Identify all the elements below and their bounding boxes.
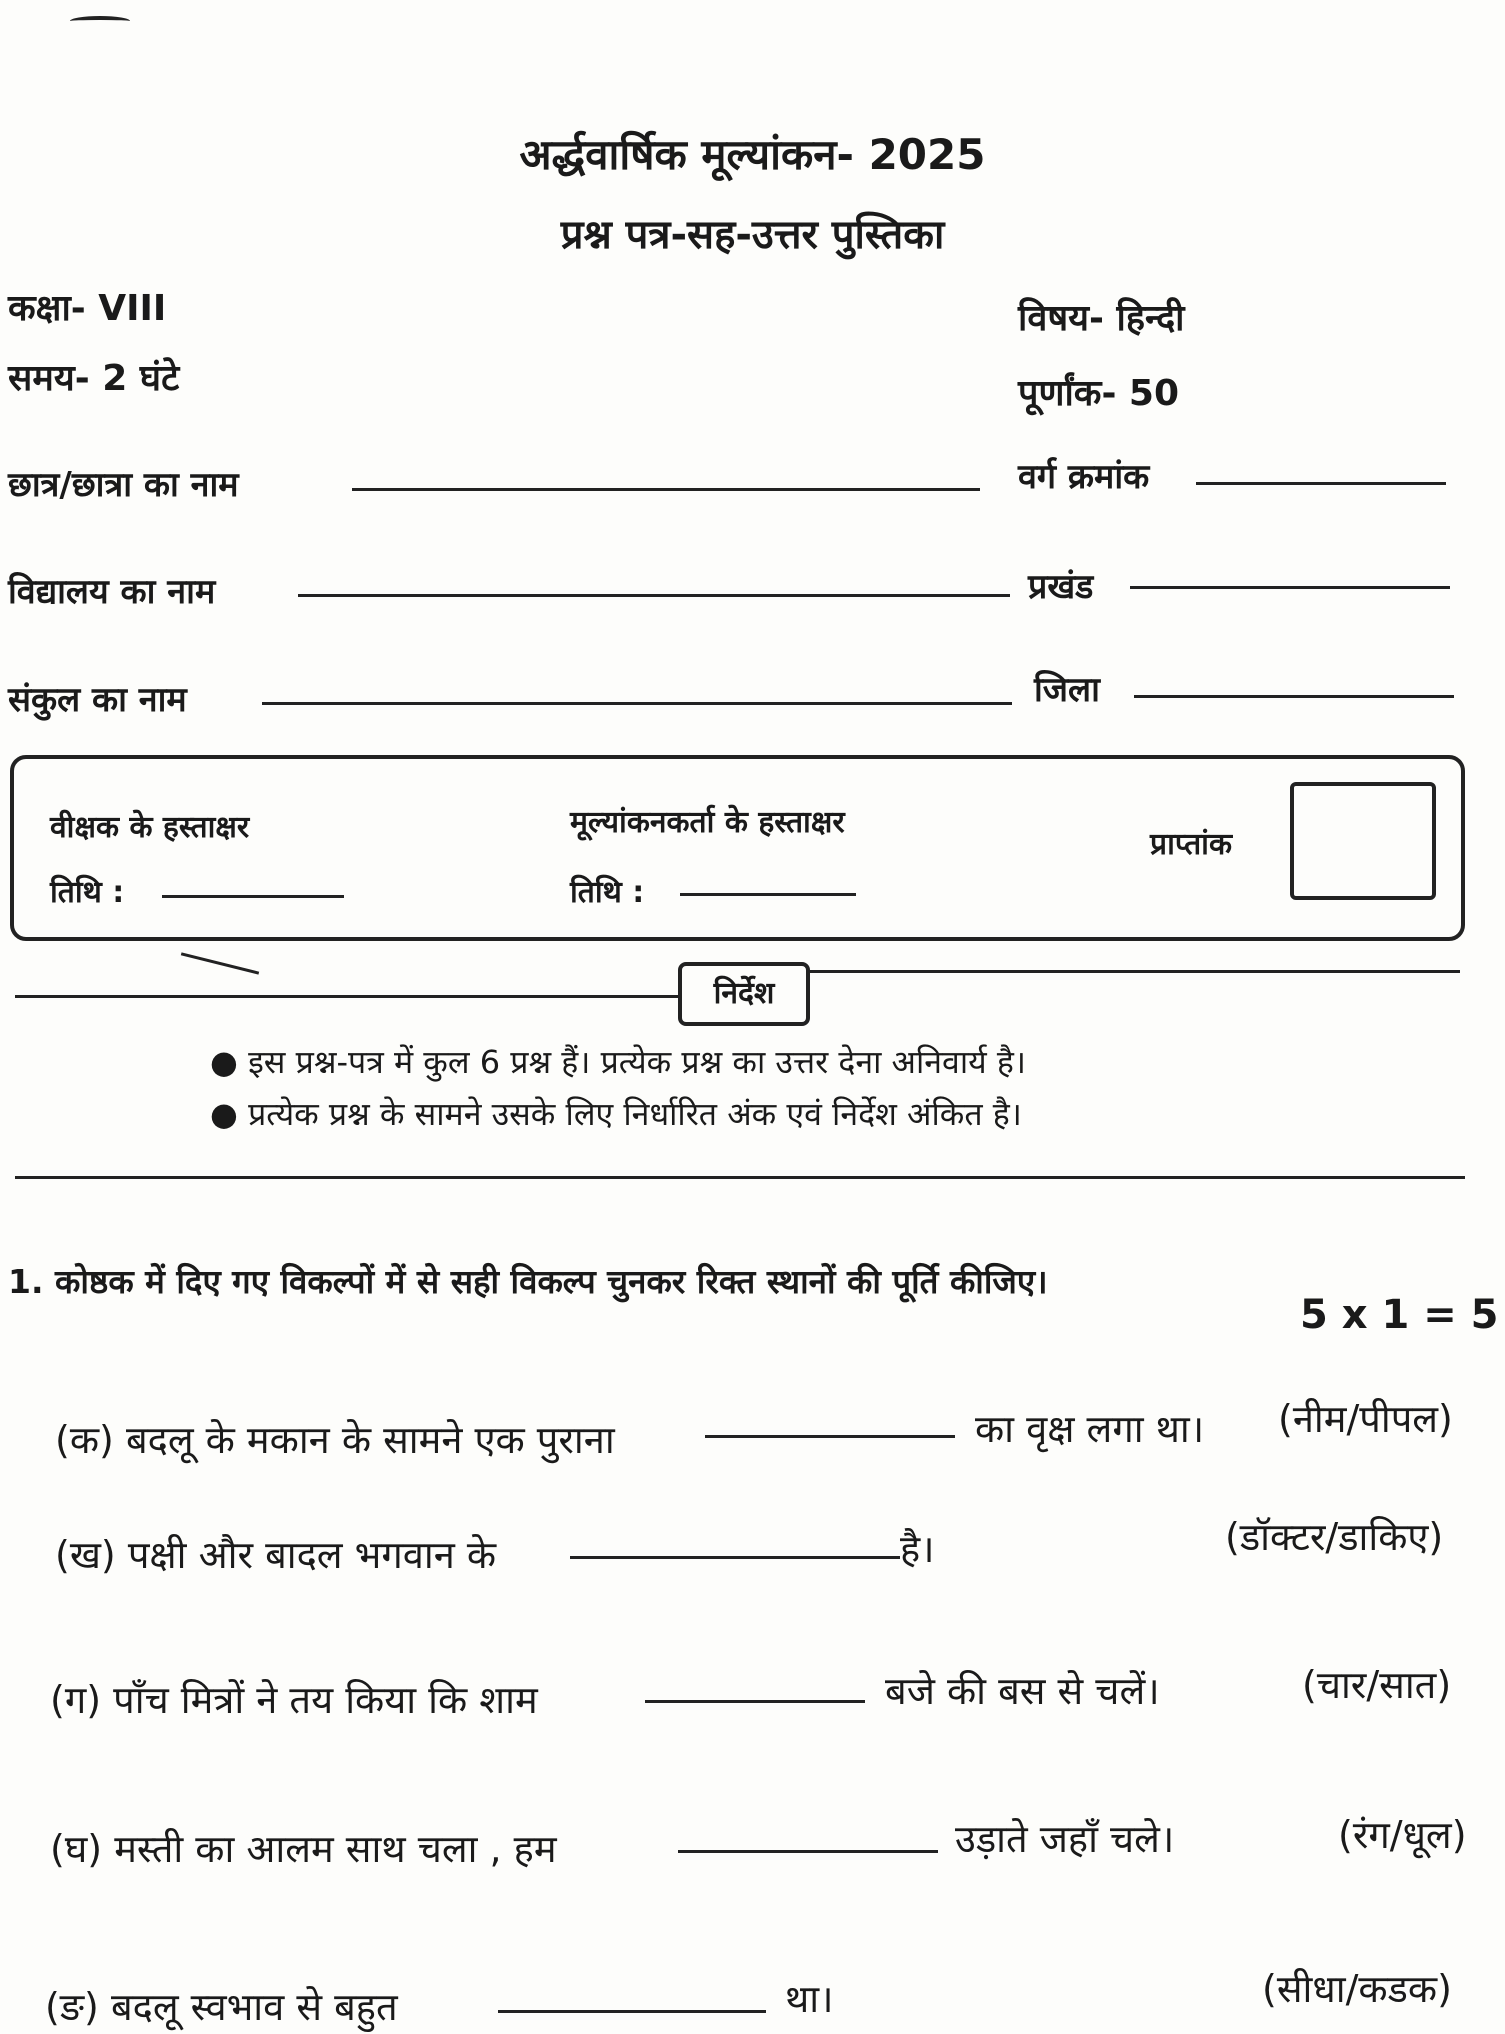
q1-item-nga: (ङ) बदलू स्वभाव से बहुत: [45, 1985, 398, 2029]
cluster-name-field[interactable]: [262, 702, 1012, 705]
total-marks-label: पूर्णांक- 50: [1018, 373, 1180, 414]
block-field[interactable]: [1130, 586, 1450, 589]
invigilator-date-label: तिथि :: [50, 875, 125, 910]
subject-label: विषय- हिन्दी: [1018, 298, 1185, 339]
q1-item-kha-after: है।: [900, 1527, 935, 1571]
student-name-label: छात्र/छात्रा का नाम: [8, 465, 239, 505]
cluster-name-label: संकुल का नाम: [8, 680, 187, 720]
q1-item-nga-options: (सीधा/कडक): [1262, 1967, 1452, 2011]
bullet-icon: ●: [210, 1043, 238, 1081]
instruction-item: ● इस प्रश्न-पत्र में कुल 6 प्रश्न हैं। प्रत्येक प्रश्न का उत्तर देना अनिवार्य है।: [210, 1043, 1026, 1081]
marks-obtained-box[interactable]: [1290, 782, 1436, 900]
district-label: जिला: [1034, 670, 1100, 710]
district-field[interactable]: [1134, 695, 1454, 698]
invigilator-sign-label: वीक्षक के हस्ताक्षर: [50, 810, 250, 845]
signature-box: [10, 755, 1465, 941]
q1-item-ga-options: (चार/सात): [1302, 1663, 1452, 1707]
instructions-rule-left: [15, 995, 678, 998]
question-1-marks: 5 x 1 = 5: [1300, 1292, 1499, 1338]
marks-obtained-label: प्राप्तांक: [1150, 827, 1232, 862]
exam-subtitle: प्रश्न पत्र-सह-उत्तर पुस्तिका: [560, 212, 945, 258]
evaluator-date-field[interactable]: [680, 893, 856, 896]
instructions-heading: निर्देश: [678, 962, 810, 1026]
school-name-label: विद्यालय का नाम: [8, 572, 216, 612]
bullet-icon: ●: [210, 1095, 238, 1133]
q1-item-ka-blank[interactable]: [705, 1435, 955, 1438]
block-label: प्रखंड: [1028, 567, 1094, 607]
evaluator-sign-label: मूल्यांकनकर्ता के हस्ताक्षर: [570, 805, 845, 840]
question-1-text: 1. कोष्ठक में दिए गए विकल्पों में से सही विकल्प चुनकर रिक्त स्थानों की पूर्ति कीजिए।: [8, 1262, 1048, 1301]
class-label: कक्षा- VIII: [8, 288, 167, 329]
time-label: समय- 2 घंटे: [8, 358, 180, 399]
q1-item-ga-after: बजे की बस से चलें।: [885, 1669, 1160, 1713]
evaluator-date-label: तिथि :: [570, 875, 645, 910]
q1-item-ka-options: (नीम/पीपल): [1278, 1397, 1453, 1441]
q1-item-kha-options: (डॉक्टर/डाकिए): [1225, 1515, 1444, 1559]
stray-stroke: [181, 952, 259, 974]
roll-number-label: वर्ग क्रमांक: [1018, 457, 1150, 497]
exam-title: अर्द्धवार्षिक मूल्यांकन- 2025: [519, 130, 986, 179]
q1-item-kha: (ख) पक्षी और बादल भगवान के: [55, 1533, 497, 1577]
corner-mark: [70, 16, 130, 26]
student-name-field[interactable]: [352, 488, 980, 491]
q1-item-kha-blank[interactable]: [570, 1556, 900, 1559]
q1-item-nga-after: था।: [785, 1977, 834, 2021]
q1-item-ga: (ग) पाँच मित्रों ने तय किया कि शाम: [50, 1678, 538, 1722]
q1-item-gha: (घ) मस्ती का आलम साथ चला , हम: [50, 1827, 557, 1871]
q1-item-ka: (क) बदलू के मकान के सामने एक पुराना: [55, 1418, 615, 1462]
instruction-item: ● प्रत्येक प्रश्न के सामने उसके लिए निर्धारित अंक एवं निर्देश अंकित है।: [210, 1095, 1022, 1133]
q1-item-ka-after: का वृक्ष लगा था।: [975, 1407, 1205, 1451]
school-name-field[interactable]: [298, 594, 1010, 597]
instructions-rule-bottom: [15, 1176, 1465, 1179]
roll-number-field[interactable]: [1196, 482, 1446, 485]
q1-item-nga-blank[interactable]: [498, 2010, 766, 2013]
q1-item-gha-blank[interactable]: [678, 1850, 938, 1853]
invigilator-date-field[interactable]: [162, 895, 344, 898]
instructions-rule-right: [808, 970, 1460, 973]
q1-item-gha-after: उड़ाते जहाँ चले।: [955, 1817, 1175, 1861]
q1-item-gha-options: (रंग/धूल): [1338, 1813, 1467, 1857]
q1-item-ga-blank[interactable]: [645, 1700, 865, 1703]
